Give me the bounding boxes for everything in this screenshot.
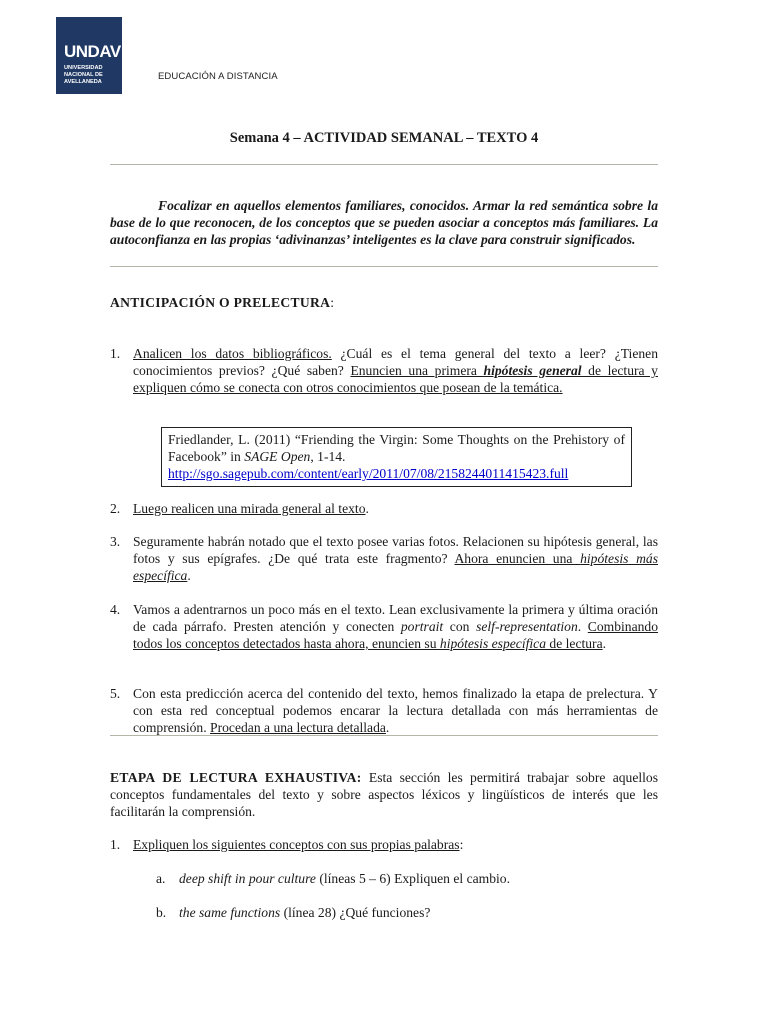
item-body: [133, 345, 658, 396]
item-text: .: [602, 636, 607, 651]
instruction-text: Enuncien una primera: [350, 363, 484, 378]
item-text: con: [443, 619, 477, 634]
sub-item: [156, 904, 656, 921]
section-text: Esta sección les permitirá trabajar sobre aquellos conceptos fundamentales del texto y sobre aspectos léxicos y lingüísticos de interés que les facilitarán la comprensión.: [110, 770, 658, 819]
emphasis-text: self-representation: [476, 619, 578, 634]
instruction-text: Luego realicen una mirada general al texto: [133, 501, 366, 516]
list-item: [110, 500, 658, 517]
item-text: Con esta predicción acerca del contenido del texto, hemos finalizado la etapa de prelectura. Y con esta red conceptual podemos encarar la lectura detallada con más herramientas de comprensión.: [133, 686, 658, 735]
list-item: [110, 685, 658, 736]
logo-line-3: AVELLANEDA: [64, 79, 102, 85]
heading-colon: :: [330, 295, 335, 310]
sub-item-letter: a.: [156, 871, 166, 886]
section-heading-text: ANTICIPACIÓN O PRELECTURA: [110, 295, 331, 310]
section-exhaustiva: [110, 769, 658, 820]
item-number: 2.: [110, 501, 121, 516]
page-title: Semana 4 – ACTIVIDAD SEMANAL – TEXTO 4: [229, 130, 539, 146]
item-text: Seguramente habrán notado que el texto posee varias fotos. Relacionen su hipótesis general, las fotos y sus epígrafes. ¿De qué trata este fragmento?: [133, 534, 658, 566]
divider: [110, 164, 658, 165]
instruction-text: Analicen los datos bibliográficos.: [133, 346, 332, 361]
item-text: :: [459, 837, 464, 852]
item-body: [133, 685, 658, 736]
journal-name: SAGE Open: [244, 449, 311, 464]
emphasis-text: hipótesis general: [483, 363, 582, 378]
term-text: the same functions: [179, 905, 281, 920]
item-number: 1.: [110, 346, 121, 361]
section-heading-anticipacion: [110, 294, 658, 311]
emphasis-text: hipótesis más específica: [133, 551, 659, 583]
sub-item-letter: b.: [156, 905, 167, 920]
item-text: .: [577, 619, 588, 634]
emphasis-text: portrait: [400, 619, 444, 634]
divider: [110, 735, 658, 736]
list-item: [110, 601, 658, 652]
logo-wordmark: UNDAV: [64, 42, 121, 61]
item-body: [133, 500, 658, 517]
item-text: Vamos a adentrarnos un poco más en el texto. Lean exclusivamente la primera y última oración de cada párrafo. Presten atención y conecten: [133, 602, 658, 634]
sub-item-body: [179, 870, 656, 887]
list-item: [110, 836, 658, 853]
item-number: 3.: [110, 534, 121, 549]
instruction-text: Combinando todos los conceptos detectados hasta ahora, enuncien su: [133, 619, 659, 651]
item-number: 5.: [110, 686, 121, 701]
instruction-text: Ahora enuncien una: [454, 551, 581, 566]
logo-line-1: UNIVERSIDAD: [64, 65, 103, 71]
intro-paragraph: Focalizar en aquellos elementos familiares, conocidos. Armar la red semántica sobre la base de lo que reconocen, de los conceptos que se pueden asociar a conceptos más familiares. La autoconfianza en las propias ‘adivinanzas’ inteligentes es la clave para construir significados.: [110, 198, 658, 247]
header-unit-label: EDUCACIÓN A DISTANCIA: [158, 71, 278, 82]
reference-link[interactable]: http://sgo.sagepub.com/content/early/2011/07/08/2158244011415423.full: [168, 466, 569, 481]
sub-item-body: [179, 904, 656, 921]
sub-item-text: (líneas 5 – 6) Expliquen el cambio.: [315, 871, 510, 886]
item-text: .: [187, 568, 191, 583]
item-text: .: [365, 501, 369, 516]
item-text: ¿Cuál es el tema general del texto a leer? ¿Tienen conocimientos previos? ¿Qué saben?: [133, 346, 658, 378]
section-heading-exhaustiva: ETAPA DE LECTURA EXHAUSTIVA:: [110, 770, 362, 785]
logo-line-2: NACIONAL DE: [64, 72, 103, 78]
reference-pages: , 1-14.: [310, 449, 346, 464]
divider: [110, 266, 658, 267]
reference-box: [161, 427, 632, 487]
item-body: [133, 836, 658, 853]
term-text: deep shift in pour culture: [179, 871, 316, 886]
sub-item-text: (línea 28) ¿Qué funciones?: [280, 905, 431, 920]
item-number: 4.: [110, 602, 121, 617]
reference-text: Friedlander, L. (2011) “Friending the Virgin: Some Thoughts on the Prehistory of Facebook” in: [168, 432, 625, 464]
list-item: [110, 345, 658, 396]
item-body: [133, 601, 658, 652]
instruction-text: de lectura: [546, 636, 603, 651]
item-text: .: [385, 720, 390, 735]
undav-logo: [56, 17, 122, 94]
instruction-text: de lectura y expliquen cómo se conecta con otros conocimientos que posean de la temática.: [133, 363, 658, 395]
emphasis-text: hipótesis específica: [439, 636, 546, 651]
instruction-text: Procedan a una lectura detallada: [210, 720, 386, 735]
sub-item: [156, 870, 656, 887]
item-body: [133, 533, 658, 584]
instruction-text: Expliquen los siguientes conceptos con sus propias palabras: [133, 837, 460, 852]
item-number: 1.: [110, 837, 121, 852]
list-item: [110, 533, 658, 584]
